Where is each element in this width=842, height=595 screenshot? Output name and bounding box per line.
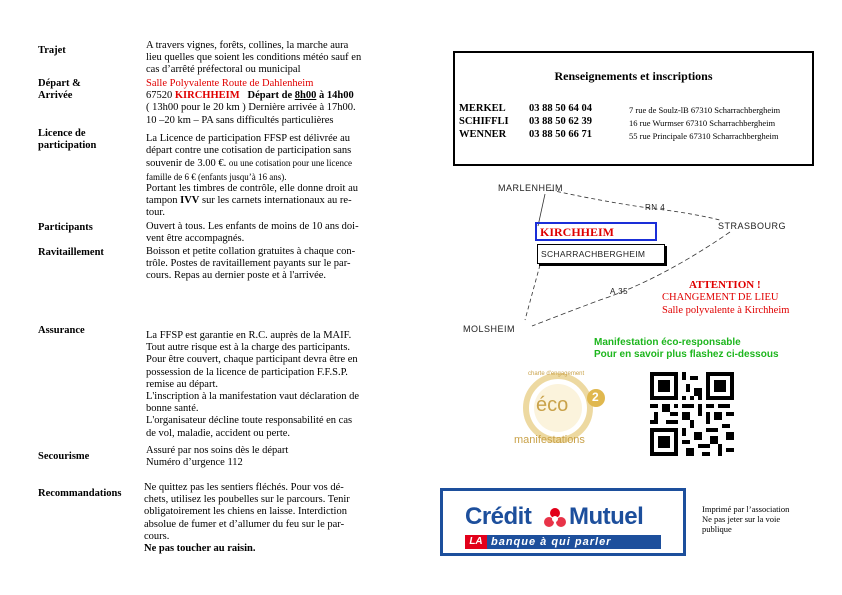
bank-slogan: banque à qui parler: [491, 536, 612, 548]
info-box: [453, 51, 814, 166]
bank-la: LA: [465, 535, 487, 549]
map-label-strasbourg: STRASBOURG: [718, 221, 787, 231]
text-assurance: La FFSP est garantie en R.C. auprès de la MAIF. Tout autre risque est à la charge des participants. Pour être couvert, chaque participant devra être en possession de la licence de participation F.F.S.P. remise au départ. L'inscription à la manifestation vaut déclaration de bonne santé. L'organisateur décline toute responsabilité en cas de vol, maladie, accident ou perte.: [146, 330, 359, 439]
print-note: Imprimé par l’association Ne pas jeter sur la voie publique: [702, 504, 790, 534]
attention-title: ATTENTION !: [689, 279, 761, 291]
text-secourisme: Assuré par nos soins dès le départ Numéro d’urgence 112: [146, 445, 289, 469]
text-depart: Salle Polyvalente Route de Dahlenheim 67520 KIRCHHEIM Départ de 8h00 à 14h00 ( 13h00 pour le 20 km ) Dernière arrivée à 17h00. 10 –20 km – PA sans difficultés particulières: [146, 78, 356, 126]
map-label-marlenheim: MARLENHEIM: [498, 183, 564, 193]
eco-line1: Manifestation éco-responsable: [594, 337, 741, 348]
eco-line2: Pour en savoir plus flashez ci-dessous: [594, 349, 779, 360]
contact-row: MERKEL 03 88 50 64 04 7 rue de Soulz-lB 67310 Scharrachbergheim: [459, 103, 781, 115]
label-recommandations: Recommandations: [38, 488, 122, 499]
bank-slogan-bar: [465, 535, 661, 549]
eco-manifestation-logo: [510, 368, 610, 456]
label-trajet: Trajet: [38, 45, 66, 56]
map-label-molsheim: MOLSHEIM: [463, 324, 516, 334]
eco-logo-num: 2: [592, 390, 599, 404]
text-licence: La Licence de participation FFSP est délivrée au départ contre une cotisation de participation sans souvenir de 3.00 €. ou une cotisation pour une licence famille de 6 € (enfants jusqu’à 16 ans). Portant les timbres de contrôle, elle donne droit au tampon IVV sur les carnets internationaux au re- tour.: [146, 133, 358, 219]
label-secourisme: Secourisme: [38, 451, 90, 462]
eco-logo-main: éco: [536, 394, 569, 416]
label-ravitaillement: Ravitaillement: [38, 247, 104, 258]
info-title: Renseignements et inscriptions: [554, 69, 713, 83]
road-scharrach-molsheim: [525, 265, 540, 320]
scharrach-box: [537, 244, 665, 264]
attention-line1: CHANGEMENT DE LIEU: [662, 292, 779, 303]
text-ravitaillement: Boisson et petite collation gratuites à chaque con- trôle. Postes de ravitaillement payants sur le par- cours. Repas au dernier poste et à l'arrivée.: [146, 246, 356, 282]
label-participants: Participants: [38, 222, 93, 233]
map-label-a35: A 35: [610, 287, 629, 296]
credit-mutuel-logo: [440, 488, 686, 556]
eco-logo-sub: manifestations: [514, 434, 585, 446]
label-licence: Licence de participation: [38, 128, 97, 151]
road-rn4: [550, 190, 720, 220]
label-depart: Départ & Arrivée: [38, 78, 81, 101]
qr-code-icon[interactable]: [650, 372, 734, 456]
contact-row: SCHIFFLI 03 88 50 62 39 16 rue Wurmser 67310 Scharrachbergheim: [459, 116, 776, 128]
label-assurance: Assurance: [38, 325, 85, 336]
map-label-scharrachbergheim: SCHARRACHBERGHEIM: [541, 249, 646, 259]
kirchheim-box: [535, 222, 657, 241]
contact-row: WENNER 03 88 50 66 71 55 rue Principale 67310 Scharrachbergheim: [459, 129, 779, 141]
text-trajet: A travers vignes, forêts, collines, la marche aura lieu quelles que soient les conditions météo sauf en cas d’arrêté préfectoral ou municipal: [146, 40, 362, 76]
map-label-rn4: RN 4: [645, 203, 666, 212]
bank-name-part2: Mutuel: [569, 503, 644, 530]
credit-mutuel-emblem-icon: [543, 507, 567, 529]
bank-name-part1: Crédit: [465, 503, 532, 530]
attention-line2: Salle polyvalente à Kirchheim: [662, 305, 790, 316]
map-label-kirchheim: KIRCHHEIM: [540, 225, 615, 239]
text-participants: Ouvert à tous. Les enfants de moins de 10 ans doi- vent être accompagnés.: [146, 221, 359, 245]
town-kirchheim: KIRCHHEIM: [174, 90, 240, 102]
eco-logo-arc: charte d'engagement: [528, 371, 585, 377]
text-recommandations: Ne quittez pas les sentiers fléchés. Pour vos dé- chets, utilisez les poubelles sur le parcours. Tenir obligatoirement les chiens en laisse. Interdiction absolue de fumer et d’allumer du feu sur le par- cours. Ne pas toucher au raisin.: [144, 482, 350, 555]
